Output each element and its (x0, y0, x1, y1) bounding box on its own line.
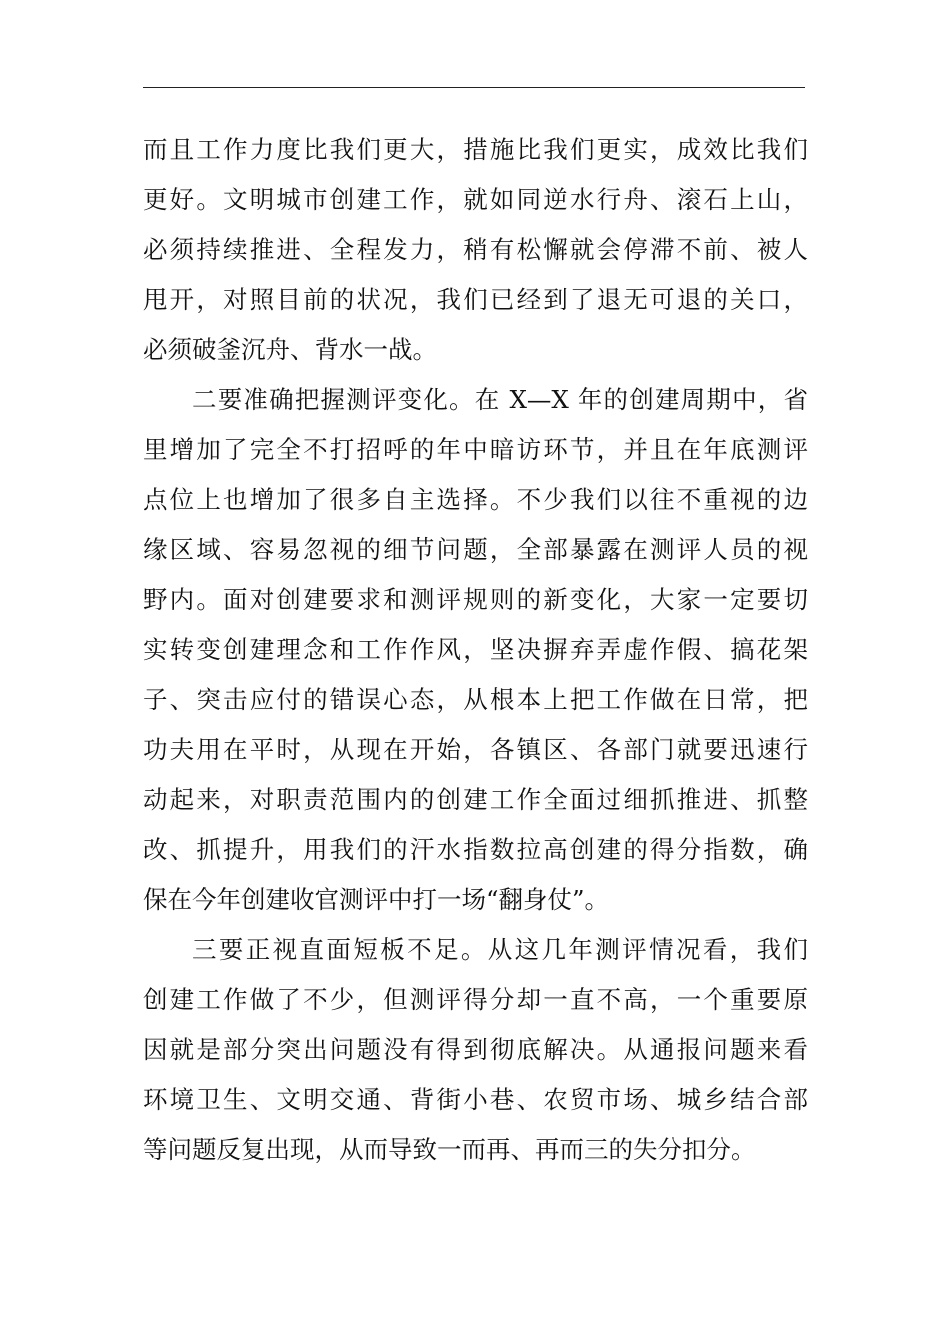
text-line: 环境卫生、文明交通、背街小巷、农贸市场、城乡结合部 (143, 1085, 808, 1114)
text-line: 点位上也增加了很多自主选择。不少我们以往不重视的边 (143, 485, 808, 514)
text-line: 必须破釜沉舟、背水一战。 (143, 335, 437, 364)
text-line: 必须持续推进、全程发力，稍有松懈就会停滞不前、被人 (143, 235, 808, 264)
text-line: 更好。文明城市创建工作，就如同逆水行舟、滚石上山， (143, 185, 808, 214)
document-body (143, 125, 808, 1175)
text-line: 保在今年创建收官测评中打一场“翻身仗”。 (143, 885, 610, 914)
text-line: 三要正视直面短板不足。从这几年测评情况看，我们 (192, 935, 808, 964)
paragraph-2 (143, 375, 808, 925)
header-rule (143, 87, 805, 88)
text-line: 缘区域、容易忽视的细节问题，全部暴露在测评人员的视 (143, 535, 808, 564)
text-line: 等问题反复出现，从而导致一而再、再而三的失分扣分。 (143, 1135, 756, 1164)
text-line: 子、突击应付的错误心态，从根本上把工作做在日常，把 (143, 685, 808, 714)
paragraph-3 (143, 925, 808, 1175)
text-line: 功夫用在平时，从现在开始，各镇区、各部门就要迅速行 (143, 735, 808, 764)
text-line: 因就是部分突出问题没有得到彻底解决。从通报问题来看 (143, 1035, 808, 1064)
text-line: 而且工作力度比我们更大，措施比我们更实，成效比我们 (143, 135, 808, 164)
text-line: 动起来，对职责范围内的创建工作全面过细抓推进、抓整 (143, 785, 808, 814)
text-line: 实转变创建理念和工作作风，坚决摒弃弄虚作假、搞花架 (143, 635, 808, 664)
text-line: 野内。面对创建要求和测评规则的新变化，大家一定要切 (143, 585, 808, 614)
text-line: 里增加了完全不打招呼的年中暗访环节，并且在年底测评 (143, 435, 808, 464)
text-line: 二要准确把握测评变化。在 X—X 年的创建周期中，省 (192, 385, 808, 414)
paragraph-1 (143, 125, 808, 375)
text-line: 创建工作做了不少，但测评得分却一直不高，一个重要原 (143, 985, 808, 1014)
text-line: 甩开，对照目前的状况，我们已经到了退无可退的关口， (143, 285, 808, 314)
text-line: 改、抓提升，用我们的汗水指数拉高创建的得分指数，确 (143, 835, 808, 864)
